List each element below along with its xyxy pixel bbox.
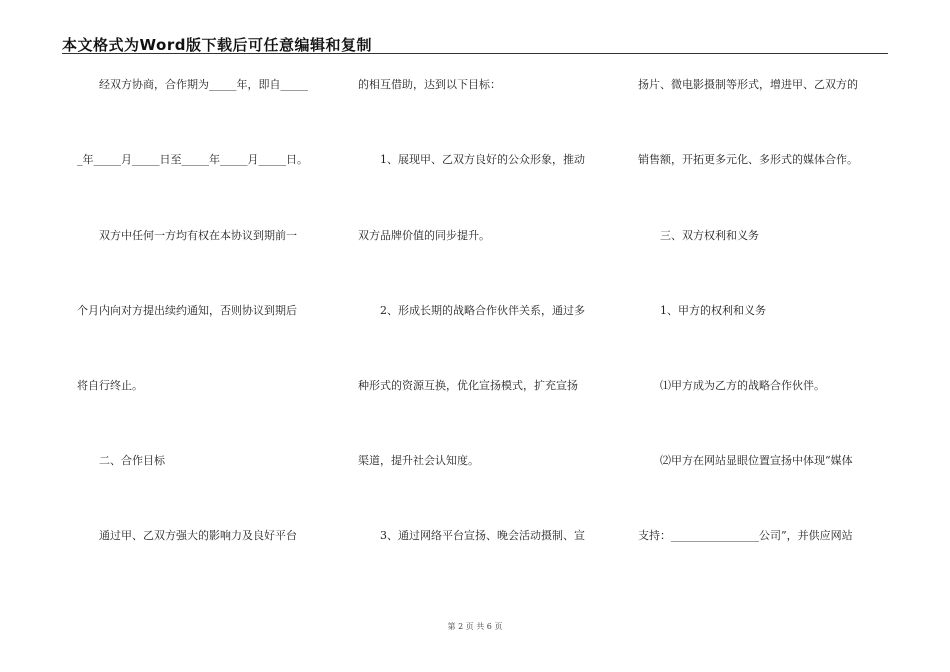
list-item: 1、展现甲、乙双方良好的公众形象，推动 xyxy=(380,153,585,166)
sub-heading: 1、甲方的权利和义务 xyxy=(660,304,766,317)
paragraph-line: _年_____月_____日至_____年_____月_____日。 xyxy=(77,153,308,166)
section-heading: 三、双方权利和义务 xyxy=(660,229,759,242)
paragraph-line: 双方品牌价值的同步提升。 xyxy=(358,229,490,242)
paragraph-line: 个月内向对方提出续约通知，否则协议到期后 xyxy=(77,304,297,317)
paragraph-line: 渠道，提升社会认知度。 xyxy=(358,454,479,467)
page-number: 第 2 页 共 6 页 xyxy=(447,622,503,631)
paragraph-line: 通过甲、乙双方强大的影响力及良好平台 xyxy=(99,529,297,542)
paragraph-line: 经双方协商，合作期为_____年，即自_____ xyxy=(99,78,308,91)
paragraph-line: 将自行终止。 xyxy=(77,379,143,392)
page-header-title: 本文格式为Word版下载后可任意编辑和复制 xyxy=(62,36,372,54)
list-item: 3、通过网络平台宣扬、晚会活动摄制、宣 xyxy=(380,529,585,542)
list-item: ⑵甲方在网站显眼位置宣扬中体现“媒体 xyxy=(660,454,853,467)
paragraph-line: 销售额，开拓更多元化、多形式的媒体合作。 xyxy=(638,153,858,166)
section-heading: 二、合作目标 xyxy=(99,454,165,467)
paragraph-line: 双方中任何一方均有权在本协议到期前一 xyxy=(99,229,297,242)
list-item: ⑴甲方成为乙方的战略合作伙伴。 xyxy=(660,379,825,392)
paragraph-line: 扬片、微电影摄制等形式，增进甲、乙双方的 xyxy=(638,78,858,91)
list-item: 2、形成长期的战略合作伙伴关系，通过多 xyxy=(380,304,585,317)
paragraph-line: 支持：________________公司”，并供应网站 xyxy=(638,529,853,542)
header-divider xyxy=(62,53,888,54)
paragraph-line: 种形式的资源互换，优化宣扬模式，扩充宣扬 xyxy=(358,379,578,392)
paragraph-line: 的相互借助，达到以下目标： xyxy=(358,78,501,91)
